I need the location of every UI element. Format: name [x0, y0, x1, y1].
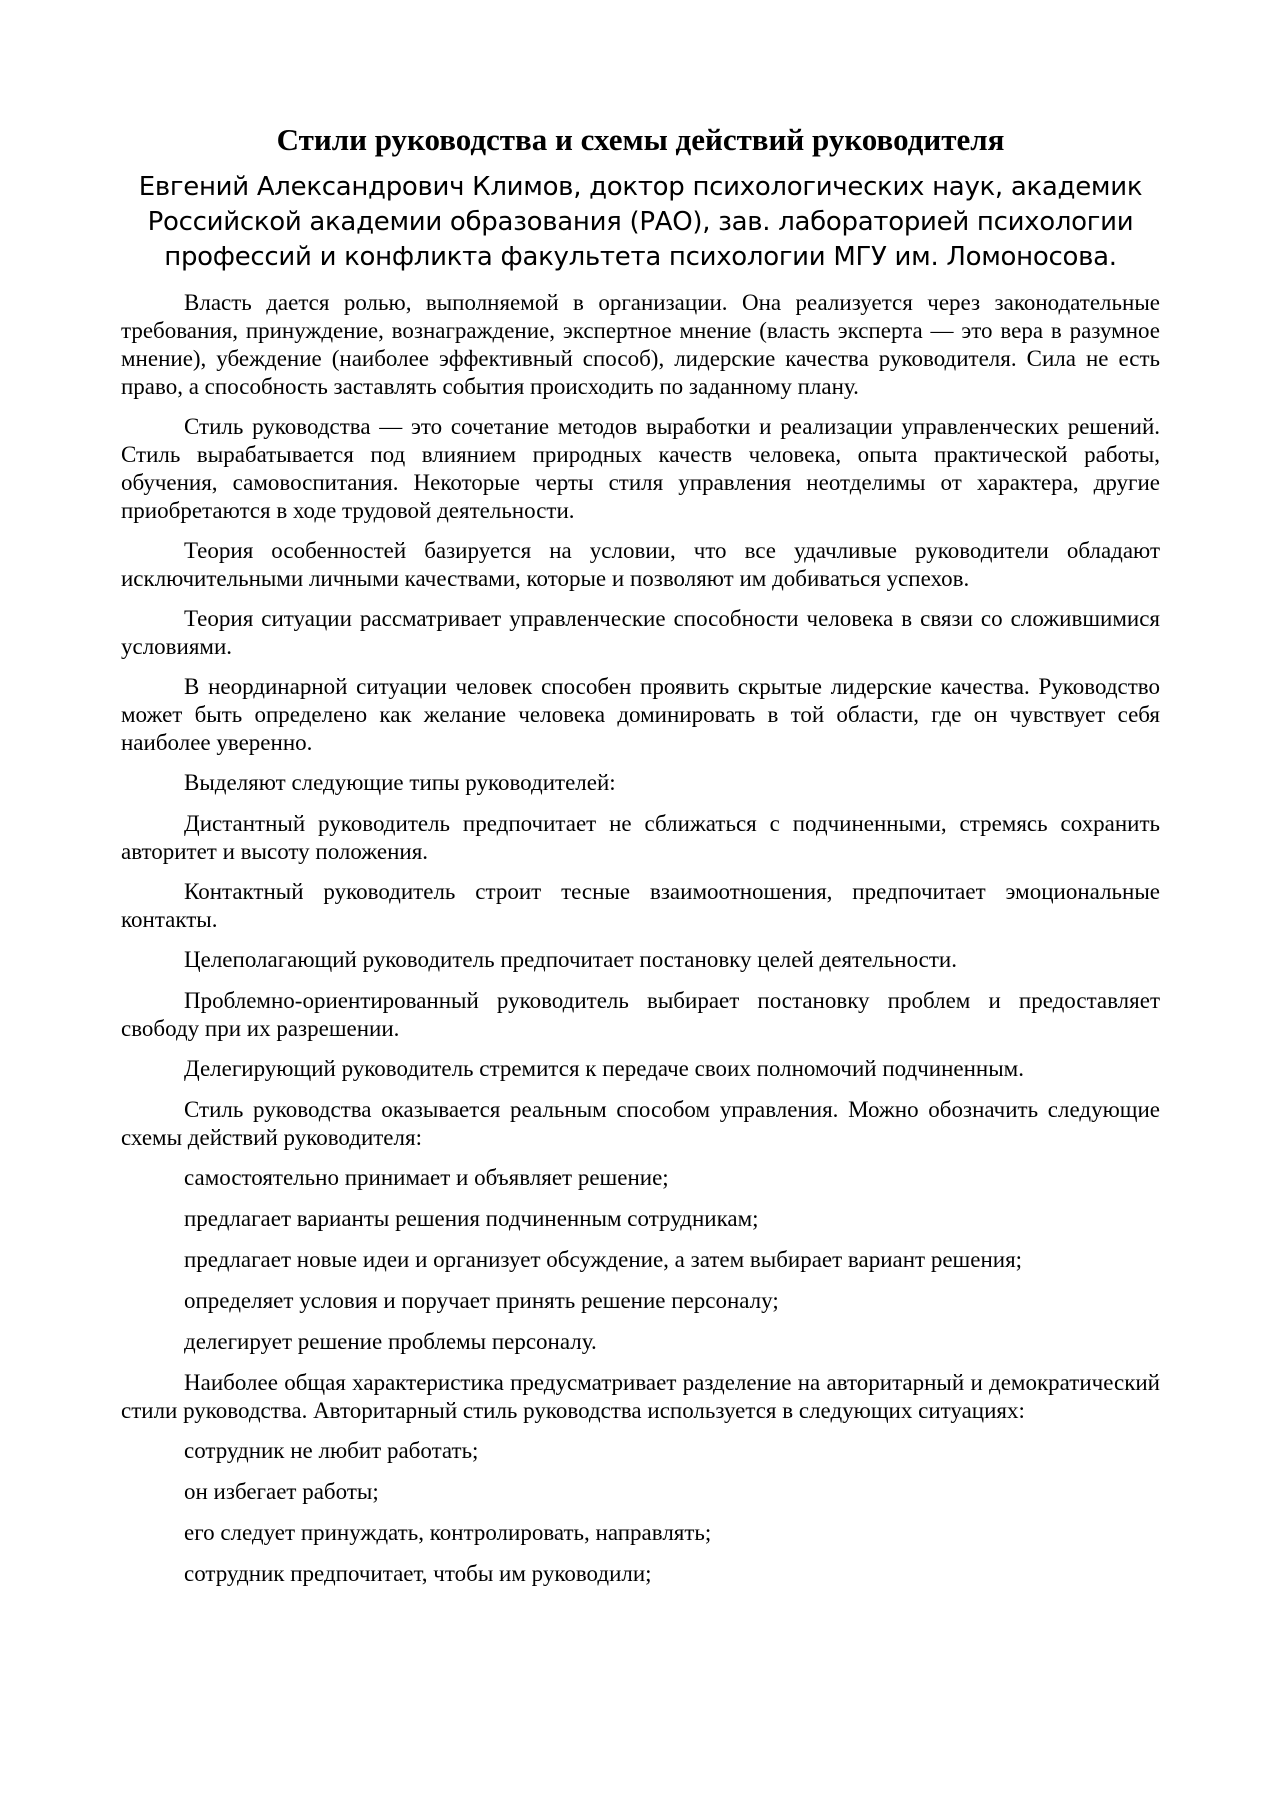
paragraph: Теория ситуации рассматривает управленческие способности человека в связи со сложившимися условиями.: [121, 606, 1160, 659]
list-item: сотрудник предпочитает, чтобы им руководили;: [184, 1561, 652, 1586]
document-body: [121, 289, 1160, 1588]
list-item: сотрудник не любит работать;: [184, 1438, 479, 1463]
paragraph: Теория особенностей базируется на условии, что все удачливые руководители обладают исключительными личными качествами, которые и позволяют им добиваться успехов.: [121, 538, 1160, 591]
paragraph: Целеполагающий руководитель предпочитает постановку целей деятельности.: [184, 947, 957, 972]
document-title: Стили руководства и схемы действий руководителя: [276, 122, 1005, 157]
list-item: предлагает новые идеи и организует обсуждение, а затем выбирает вариант решения;: [184, 1247, 1023, 1272]
author-block: [121, 170, 1160, 275]
list-item: его следует принуждать, контролировать, направлять;: [184, 1520, 712, 1545]
paragraph: Стиль руководства — это сочетание методов выработки и реализации управленческих решений. Стиль вырабатывается под влиянием природных качеств человека, опыта практической работы, обучения, самовоспитания. Некоторые черты стиля управления неотделимы от характера, другие приобретаются в ходе трудовой деятельности.: [121, 414, 1160, 523]
paragraph: Стиль руководства оказывается реальным способом управления. Можно обозначить следующие схемы действий руководителя:: [121, 1097, 1160, 1150]
document-page: [121, 120, 1160, 1601]
list-item: он избегает работы;: [184, 1479, 379, 1504]
paragraph: Наиболее общая характеристика предусматривает разделение на авторитарный и демократический стили руководства. Авторитарный стиль руководства используется в следующих ситуациях:: [121, 1370, 1160, 1423]
list-item: определяет условия и поручает принять решение персоналу;: [184, 1288, 779, 1313]
paragraph: Выделяют следующие типы руководителей:: [184, 770, 616, 795]
list-item: делегирует решение проблемы персоналу.: [184, 1329, 597, 1354]
list-item: предлагает варианты решения подчиненным сотрудникам;: [184, 1206, 759, 1231]
paragraph: Дистантный руководитель предпочитает не сближаться с подчиненными, стремясь сохранить авторитет и высоту положения.: [121, 811, 1160, 864]
list-item: самостоятельно принимает и объявляет решение;: [184, 1165, 669, 1190]
paragraph: Проблемно-ориентированный руководитель выбирает постановку проблем и предоставляет свободу при их разрешении.: [121, 988, 1160, 1041]
author-line: профессий и конфликта факультета психологии МГУ им. Ломоносова.: [164, 242, 1117, 272]
paragraph: В неординарной ситуации человек способен проявить скрытые лидерские качества. Руководство может быть определено как желание человека доминировать в той области, где он чувствует себя наиболее уверенно.: [121, 674, 1160, 755]
author-line: Российской академии образования (РАО), зав. лабораторией психологии: [147, 207, 1134, 237]
paragraph: Контактный руководитель строит тесные взаимоотношения, предпочитает эмоциональные контакты.: [121, 879, 1160, 932]
paragraph: Власть дается ролью, выполняемой в организации. Она реализуется через законодательные требования, принуждение, вознаграждение, экспертное мнение (власть эксперта — это вера в разумное мнение), убеждение (наиболее эффективный способ), лидерские качества руководителя. Сила не есть право, а способность заставлять события происходить по заданному плану.: [121, 290, 1160, 399]
author-line: Евгений Александрович Климов, доктор психологических наук, академик: [138, 172, 1143, 202]
paragraph: Делегирующий руководитель стремится к передаче своих полномочий подчиненным.: [184, 1056, 1024, 1081]
